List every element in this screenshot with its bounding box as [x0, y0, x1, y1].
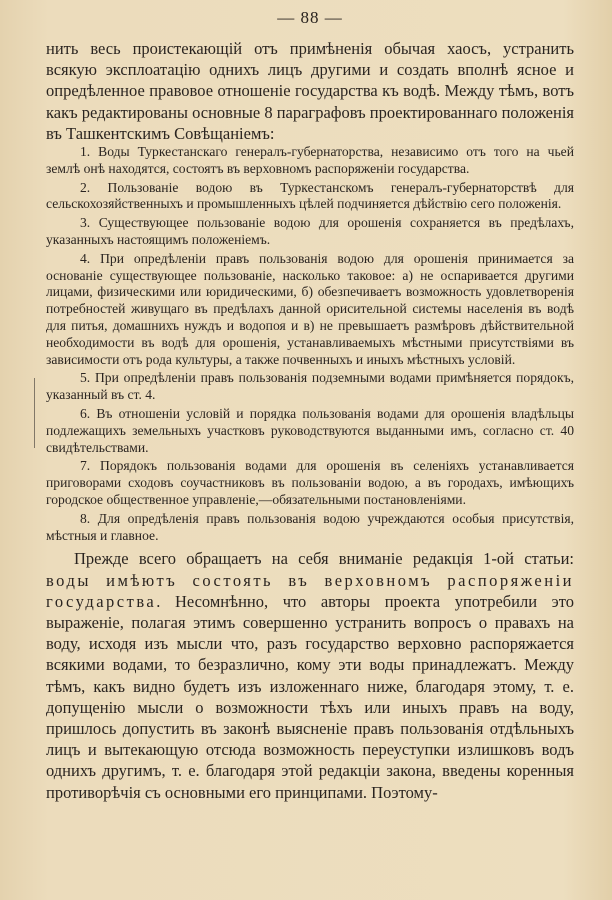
conclusion-spaced-quote: воды имѣютъ состоять въ верховномъ распоряженіи государства — [46, 570, 574, 611]
article-2: 2. Пользованіе водою въ Туркестанскомъ генералъ-губернаторствѣ для сельскохозяйственныхъ и промышленныхъ цѣлей подчиняется дѣйствію сего положенія. — [46, 179, 574, 212]
article-8: 8. Для опредѣленія правъ пользованія водою учреждаются особыя присутствія, мѣстныя и главное. — [46, 510, 574, 543]
article-5: 5. При опредѣленіи правъ пользованія подземными водами примѣняется порядокъ, указанный въ ст. 4. — [46, 370, 574, 403]
page-number: — 88 — — [277, 8, 343, 27]
conclusion-paragraph — [46, 548, 574, 802]
conclusion-rest: . Несомнѣнно, что авторы проекта употребили это выраженіе, полагая этимъ совершенно устранить вопросъ о правахъ на воду, исходя изъ мысли что, разъ государство верховно распоряжается всякими водами, то безразлично, кому эти воды принадлежатъ. Между тѣмъ, какъ видно будетъ изъ изложеннаго ниже, благодаря этому, т. е. допущенію мысли о возможности тѣхъ или иныхъ правъ на воду, пришлось допустить въ законѣ выясненіе правъ пользованія отдѣльныхъ лицъ и вытекающую отсюда возможность переуступки излишковъ водъ однихъ другимъ, т. е. благодаря этой редакціи закона, введены коренныя противорѣчія съ основными его принципами. Поэтому- — [46, 591, 574, 802]
intro-paragraph: нить весь проистекающій отъ примѣненія обычая хаосъ, устранить всякую эксплоатацію однихъ лицъ другими и создать вполнѣ ясное и опредѣленное правовое отношеніе государства къ водѣ. Между тѣмъ, вотъ какъ редактированы основные 8 параграфовъ проектированнаго положенія въ Ташкентскимъ Совѣщаніемъ: — [46, 39, 575, 143]
article-6: 6. Въ отношеніи условій и порядка пользованія водами для орошенія владѣльцы подлежащихъ земельныхъ участковъ руководствуются выданными имъ, согласно ст. 40 свидѣтельствами. — [46, 405, 574, 455]
conclusion-lead: Прежде всего обращаетъ на себя вниманіе редакція 1-ой статьи: — [74, 549, 574, 569]
article-1: 1. Воды Туркестанскаго генералъ-губернаторства, независимо отъ того на чьей землѣ онѣ находятся, состоятъ въ верховномъ распоряженіи государства. — [46, 144, 574, 176]
article-list — [46, 144, 574, 544]
article-3: 3. Существующее пользованіе водою для орошенія сохраняется въ предѣлахъ, указанныхъ настоящимъ положеніемъ. — [46, 215, 574, 247]
margin-pencil-mark — [34, 378, 35, 448]
article-7: 7. Порядокъ пользованія водами для орошенія въ селеніяхъ устанавливается приговорами сходовъ соучастниковъ въ пользованіи водою, а въ городахъ, имѣющихъ городское общественное управленіе,—обязательными постановленіями. — [46, 458, 574, 507]
article-4: 4. При опредѣленіи правъ пользованія водою для орошенія принимается за основаніе существующее пользованіе, насколько таковое: а) не оспаривается другими лицами, физическими или юридическими, б) обезпечиваетъ возможность удовлетворенія потребностей живущаго въ предѣлахъ данной орисительной системы населенія въ водѣ для питья, домашнихъ нуждъ и водопоя и в) не превышаетъ размѣровъ дѣйствительной необходимости въ водѣ для орошенія, устанавливаемыхъ мѣстными присутствіями въ зависимости отъ рода культуры, а также почвенныхъ и иныхъ мѣстныхъ условій. — [46, 250, 574, 367]
